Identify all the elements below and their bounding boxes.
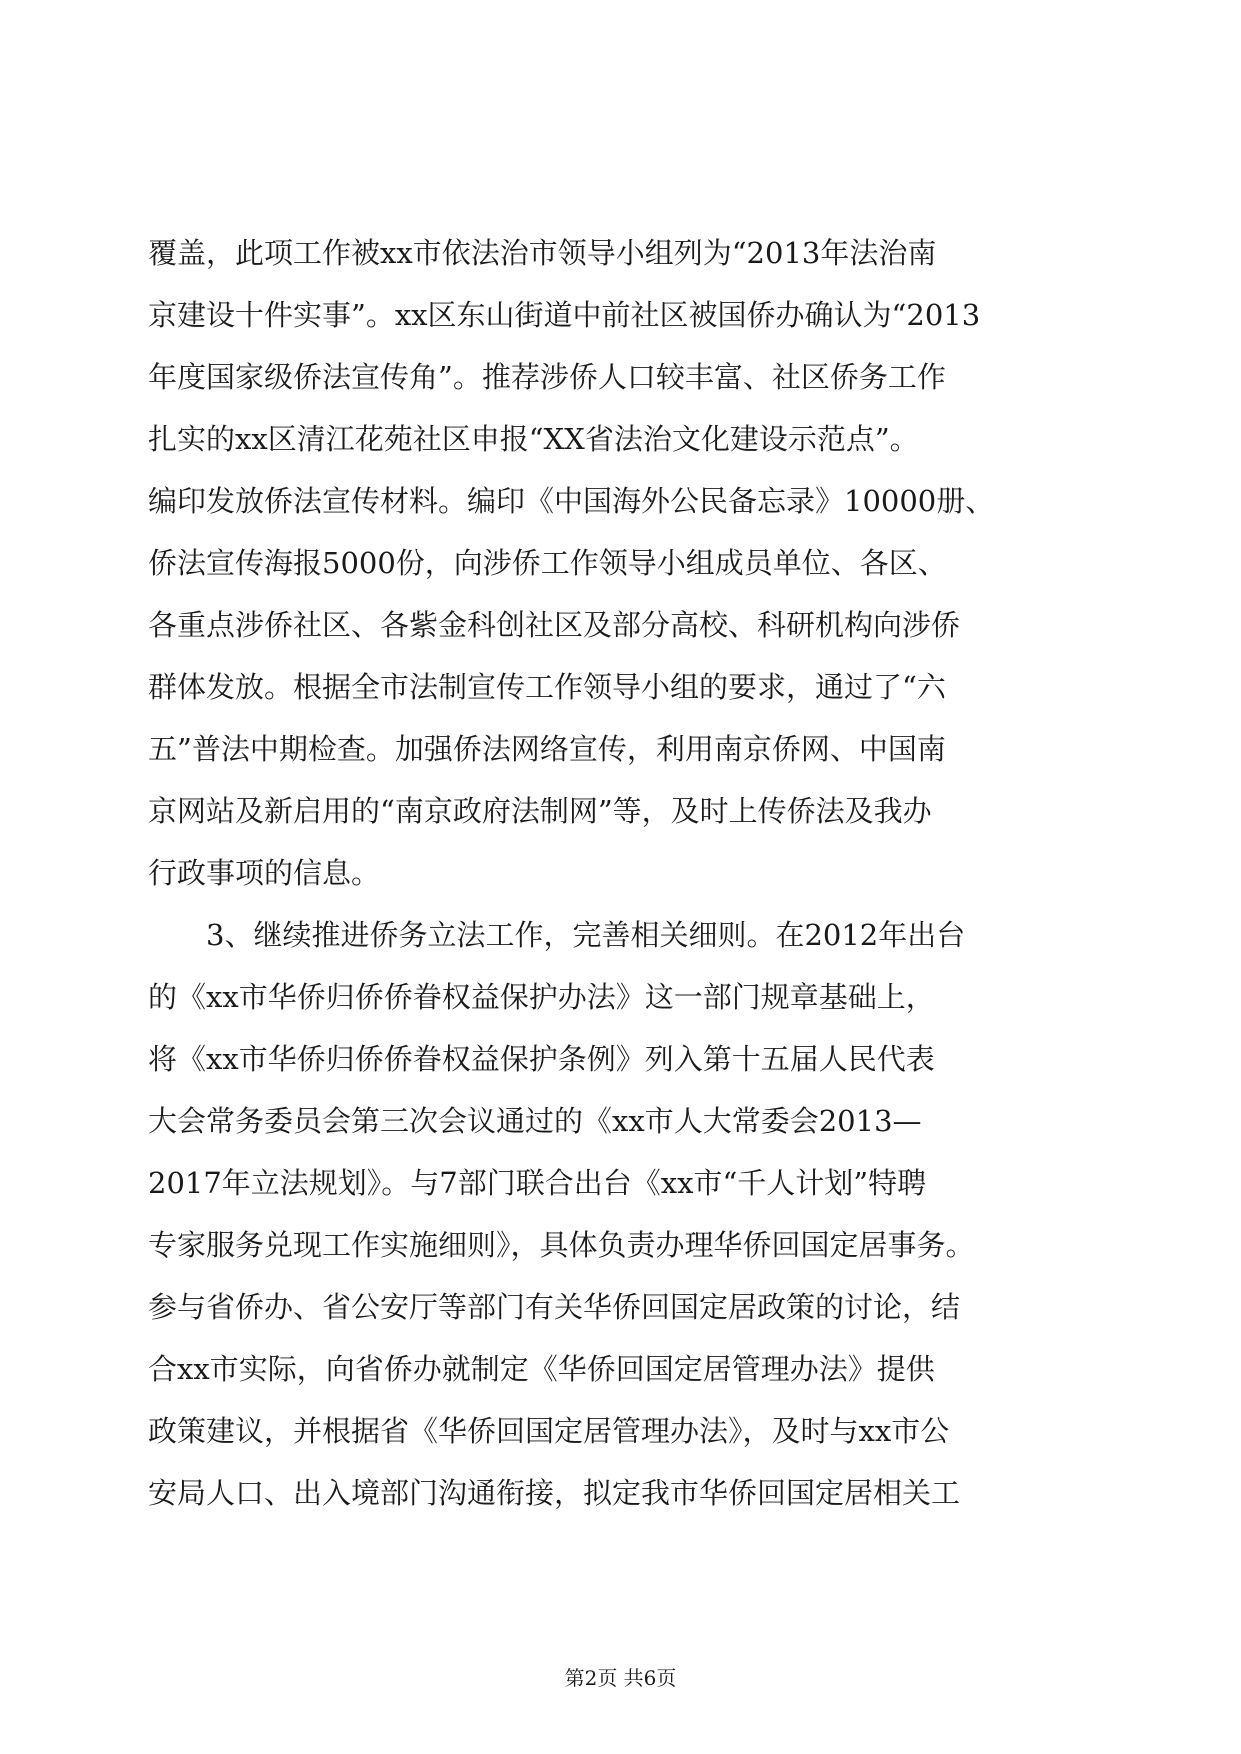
text-line: 京建设十件实事”。xx区东山街道中前社区被国侨办确认为“2013 [148,298,981,332]
text-line: 群体发放。根据全市法制宣传工作领导小组的要求，通过了“六 [148,670,946,704]
text-line: 侨法宣传海报5000份，向涉侨工作领导小组成员单位、各区、 [148,546,947,580]
page-number-footer: 第2页 共6页 [564,1666,677,1690]
text-line: 五”普法中期检查。加强侨法网络宣传，利用南京侨网、中国南 [148,732,946,766]
text-line: 覆盖，此项工作被xx市依法治市领导小组列为“2013年法治南 [148,236,937,270]
text-line: 专家服务兑现工作实施细则》，具体负责办理华侨回国定居事务。 [148,1228,975,1262]
text-line: 年度国家级侨法宣传角”。推荐涉侨人口较丰富、社区侨务工作 [148,360,946,394]
text-line: 行政事项的信息。 [148,856,381,890]
text-line: 将《xx市华侨归侨侨眷权益保护条例》列入第十五届人民代表 [148,1042,935,1076]
text-line: 2017年立法规划》。与7部门联合出台《xx市“千人计划”特聘 [148,1166,927,1200]
text-line: 扎实的xx区清江花苑社区申报“XX省法治文化建设示范点”。 [148,422,919,456]
document-body [148,222,1098,1524]
text-line: 的《xx市华侨归侨侨眷权益保护办法》这一部门规章基础上， [148,980,935,1014]
text-line: 合xx市实际，向省侨办就制定《华侨回国定居管理办法》提供 [148,1352,935,1386]
text-line: 大会常务委员会第三次会议通过的《xx市人大常委会2013— [148,1104,922,1138]
text-line: 各重点涉侨社区、各紫金科创社区及部分高校、科研机构向涉侨 [148,608,961,642]
text-line: 安局人口、出入境部门沟通衔接，拟定我市华侨回国定居相关工 [148,1476,961,1510]
text-line: 参与省侨办、省公安厅等部门有关华侨回国定居政策的讨论，结 [148,1290,961,1324]
text-line: 政策建议，并根据省《华侨回国定居管理办法》，及时与xx市公 [148,1414,950,1448]
text-line: 京网站及新启用的“南京政府法制网”等，及时上传侨法及我办 [148,794,932,828]
text-line: 编印发放侨法宣传材料。编印《中国海外公民备忘录》10000册、 [148,484,995,518]
paragraph-start-line: 3、继续推进侨务立法工作，完善相关细则。在2012年出台 [206,918,966,952]
